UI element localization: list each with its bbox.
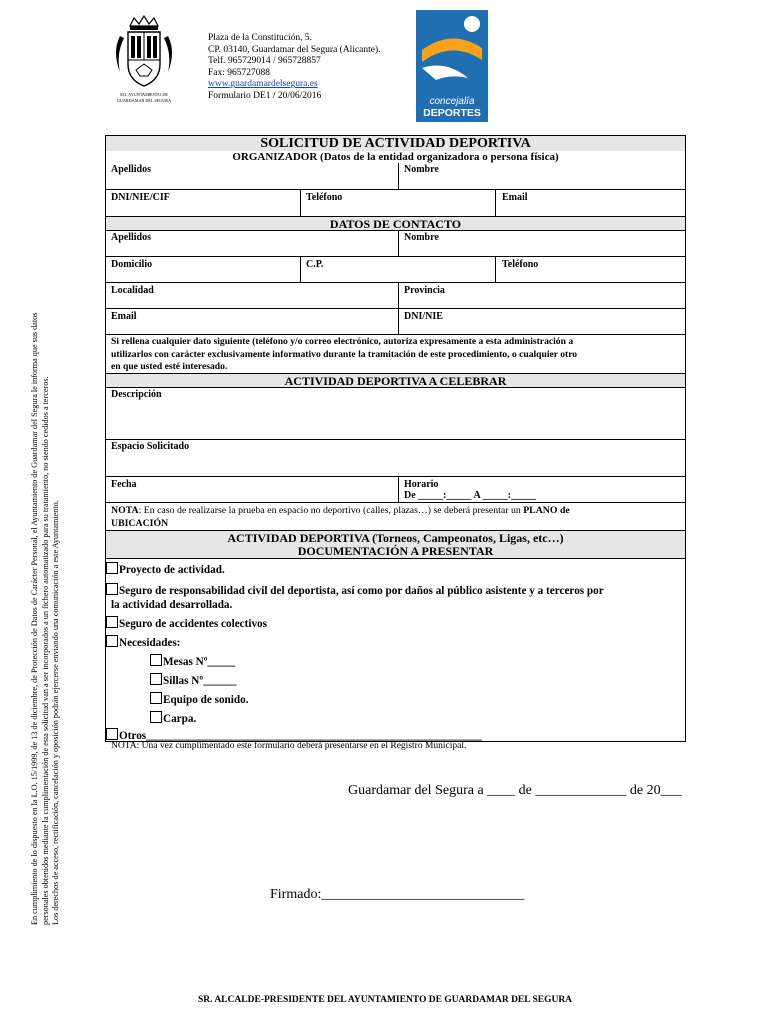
schedule-line: De _____:_____ A _____:_____ xyxy=(404,490,536,501)
logo-text-deportes: DEPORTES xyxy=(423,107,481,119)
town-crest-logo xyxy=(108,12,180,104)
description-field[interactable] xyxy=(106,387,685,440)
map-note-text: : En caso de realizarse la prueba en espacio no deportivo (calles, plazas…) se deberá presentar un xyxy=(138,505,524,516)
doc-item-tent-label: Carpa. xyxy=(163,713,197,725)
checkbox-chairs[interactable] xyxy=(150,673,162,685)
logo-text-concejalia: concejalía xyxy=(429,96,475,107)
request-form xyxy=(105,135,686,742)
contact-email-label: Email xyxy=(111,311,137,322)
activity-heading-row xyxy=(106,373,685,388)
date-time-row xyxy=(106,476,685,503)
contact-nombre-field[interactable] xyxy=(398,231,685,257)
doc-item-accident-label: Seguro de accidentes colectivos xyxy=(119,618,267,630)
address-line-1: Plaza de la Constitución, 5. xyxy=(208,33,312,43)
organizer-apellidos-label: Apellidos xyxy=(111,164,152,175)
doc-item-tent xyxy=(150,711,196,727)
signature-line[interactable]: Firmado:_____________________________ xyxy=(270,887,525,902)
crest-caption-2: GUARDAMAR DEL SEGURA xyxy=(116,98,172,103)
doc-item-chairs xyxy=(150,673,237,689)
doc-item-accident xyxy=(106,616,267,632)
map-note-bold: PLANO de xyxy=(523,505,570,516)
organizer-telefono-field[interactable] xyxy=(300,190,496,217)
data-protection-notice xyxy=(30,185,62,925)
doc-item-tables-label: Mesas Nº_____ xyxy=(163,656,236,668)
form-code: Formulario DE1 / 20/06/2016 xyxy=(208,90,322,101)
consent-line-3: en que usted esté interesado. xyxy=(111,361,228,372)
contact-domicilio-label: Domicilio xyxy=(111,259,153,270)
doc-item-chairs-label: Sillas Nº______ xyxy=(163,675,237,687)
place-date-line[interactable]: Guardamar del Segura a ____ de _____________ de 20___ xyxy=(348,783,682,798)
checkbox-tables[interactable] xyxy=(150,654,162,666)
phone-line: Telf. 965729014 / 965728857 xyxy=(208,56,321,67)
data-protection-line-2: personales obtenidos mediante la cumplimentación de esta solicitud van a ser incorporados a un fichero automatizado para su tratamiento, no siendo cedidos a terceros. xyxy=(40,376,50,925)
checkbox-project[interactable] xyxy=(106,562,118,574)
checkbox-others[interactable] xyxy=(106,728,118,740)
consent-line-2: utilizarlos con carácter exclusivamente informativo durante la tramitación de este procedimiento, o cualquier otro xyxy=(111,348,578,360)
date-label: Fecha xyxy=(111,479,137,490)
docs-heading-2: DOCUMENTACIÓN A PRESENTAR xyxy=(297,544,494,558)
checkbox-accident[interactable] xyxy=(106,616,118,628)
doc-item-liability-label: Seguro de responsabilidad civil del deportista, así como por daños al público asistente y a terceros por xyxy=(119,585,604,597)
doc-item-project-label: Proyecto de actividad. xyxy=(119,564,225,576)
doc-item-project xyxy=(106,562,225,578)
docs-list xyxy=(106,558,685,741)
contact-provincia-field[interactable] xyxy=(398,283,685,309)
contact-apellidos-label: Apellidos xyxy=(111,232,152,243)
contact-provincia-label: Provincia xyxy=(404,285,445,296)
contact-cp-field[interactable] xyxy=(300,257,496,283)
map-note-label: NOTA xyxy=(111,505,139,516)
requested-space-label: Espacio Solicitado xyxy=(111,441,190,452)
contact-localidad-label: Localidad xyxy=(111,285,154,296)
sports-department-logo xyxy=(416,10,488,122)
fax-line: Fax: 965727088 xyxy=(208,67,271,78)
contact-heading-row xyxy=(106,216,685,231)
addressee-line: SR. ALCALDE-PRESIDENTE DEL AYUNTAMIENTO DE GUARDAMAR DEL SEGURA xyxy=(197,995,573,1005)
address-block xyxy=(208,33,381,103)
doc-item-sound-label: Equipo de sonido. xyxy=(163,694,249,706)
contact-dni-label: DNI/NIE xyxy=(404,311,443,322)
contact-nombre-label: Nombre xyxy=(404,232,439,243)
organizer-nombre-field[interactable] xyxy=(398,163,685,189)
contact-telefono-field[interactable] xyxy=(495,257,685,283)
activity-heading: ACTIVIDAD DEPORTIVA A CELEBRAR xyxy=(284,374,507,388)
organizer-telefono-label: Teléfono xyxy=(306,192,343,203)
organizer-nombre-label: Nombre xyxy=(404,164,439,175)
checkbox-needs[interactable] xyxy=(106,635,118,647)
organizer-name-row xyxy=(106,163,685,189)
registry-footnote: NOTA: Una vez cumplimentado este formulario deberá presentarse en el Registro Municipal. xyxy=(111,741,467,751)
contact-dni-field[interactable] xyxy=(398,309,685,335)
data-protection-line-3: Los derechos de acceso, rectificación, cancelación y oposición podrán ejercerse enviando una comunicación a este Ayuntamiento. xyxy=(51,500,60,925)
address-line-2: CP. 03140, Guardamar del Segura (Alicante). xyxy=(208,44,381,55)
doc-item-tables xyxy=(150,654,235,670)
doc-item-sound xyxy=(150,692,249,708)
description-label: Descripción xyxy=(111,389,162,400)
doc-item-liability xyxy=(106,583,604,599)
contact-name-row xyxy=(106,230,685,257)
contact-address-row xyxy=(106,256,685,283)
organizer-email-label: Email xyxy=(502,192,528,203)
docs-heading-row xyxy=(106,530,685,559)
organizer-email-field[interactable] xyxy=(495,190,685,217)
doc-item-needs-label: Necesidades: xyxy=(119,637,181,649)
schedule-field[interactable] xyxy=(398,477,685,503)
checkbox-liability[interactable] xyxy=(106,583,118,595)
requested-space-field[interactable] xyxy=(106,439,685,477)
doc-item-liability-cont: la actividad desarrollada. xyxy=(111,599,233,611)
checkbox-sound[interactable] xyxy=(150,692,162,704)
map-note-bold-2: UBICACIÓN xyxy=(111,518,169,529)
contact-locality-row xyxy=(106,282,685,309)
form-title: SOLICITUD DE ACTIVIDAD DEPORTIVA xyxy=(106,136,685,151)
website-link[interactable]: www.guardamardelsegura.es xyxy=(208,79,318,90)
organizer-dni-label: DNI/NIE/CIF xyxy=(111,192,170,203)
organizer-heading: ORGANIZADOR (Datos de la entidad organizadora o persona física) xyxy=(232,151,559,163)
contact-cp-label: C.P. xyxy=(306,259,324,270)
data-protection-line-1: En cumplimiento de lo dispuesto en la L.O. 15/1999, de 13 de diciembre, de Protección de Datos de Carácter Personal, el Ayuntamiento de Guardamar del Segura le informa que sus datos xyxy=(30,312,39,925)
doc-item-others-label: Otros____________________________________________________________ xyxy=(119,730,482,742)
doc-item-needs xyxy=(106,635,181,651)
crest-caption-1: M.I. AYUNTAMIENTO DE xyxy=(120,92,168,97)
checkbox-tent[interactable] xyxy=(150,711,162,723)
schedule-label: Horario xyxy=(404,479,439,490)
contact-email-row xyxy=(106,308,685,335)
map-note-row xyxy=(106,502,685,531)
consent-row xyxy=(106,334,685,374)
organizer-id-row xyxy=(106,189,685,217)
consent-line-1: Si rellena cualquier dato siguiente (teléfono y/o correo electrónico, autoriza expresamente a esta administración a xyxy=(111,336,574,347)
contact-telefono-label: Teléfono xyxy=(502,259,539,270)
docs-heading-1: ACTIVIDAD DEPORTIVA (Torneos, Campeonatos, Ligas, etc…) xyxy=(227,531,564,545)
contact-heading: DATOS DE CONTACTO xyxy=(329,217,462,231)
